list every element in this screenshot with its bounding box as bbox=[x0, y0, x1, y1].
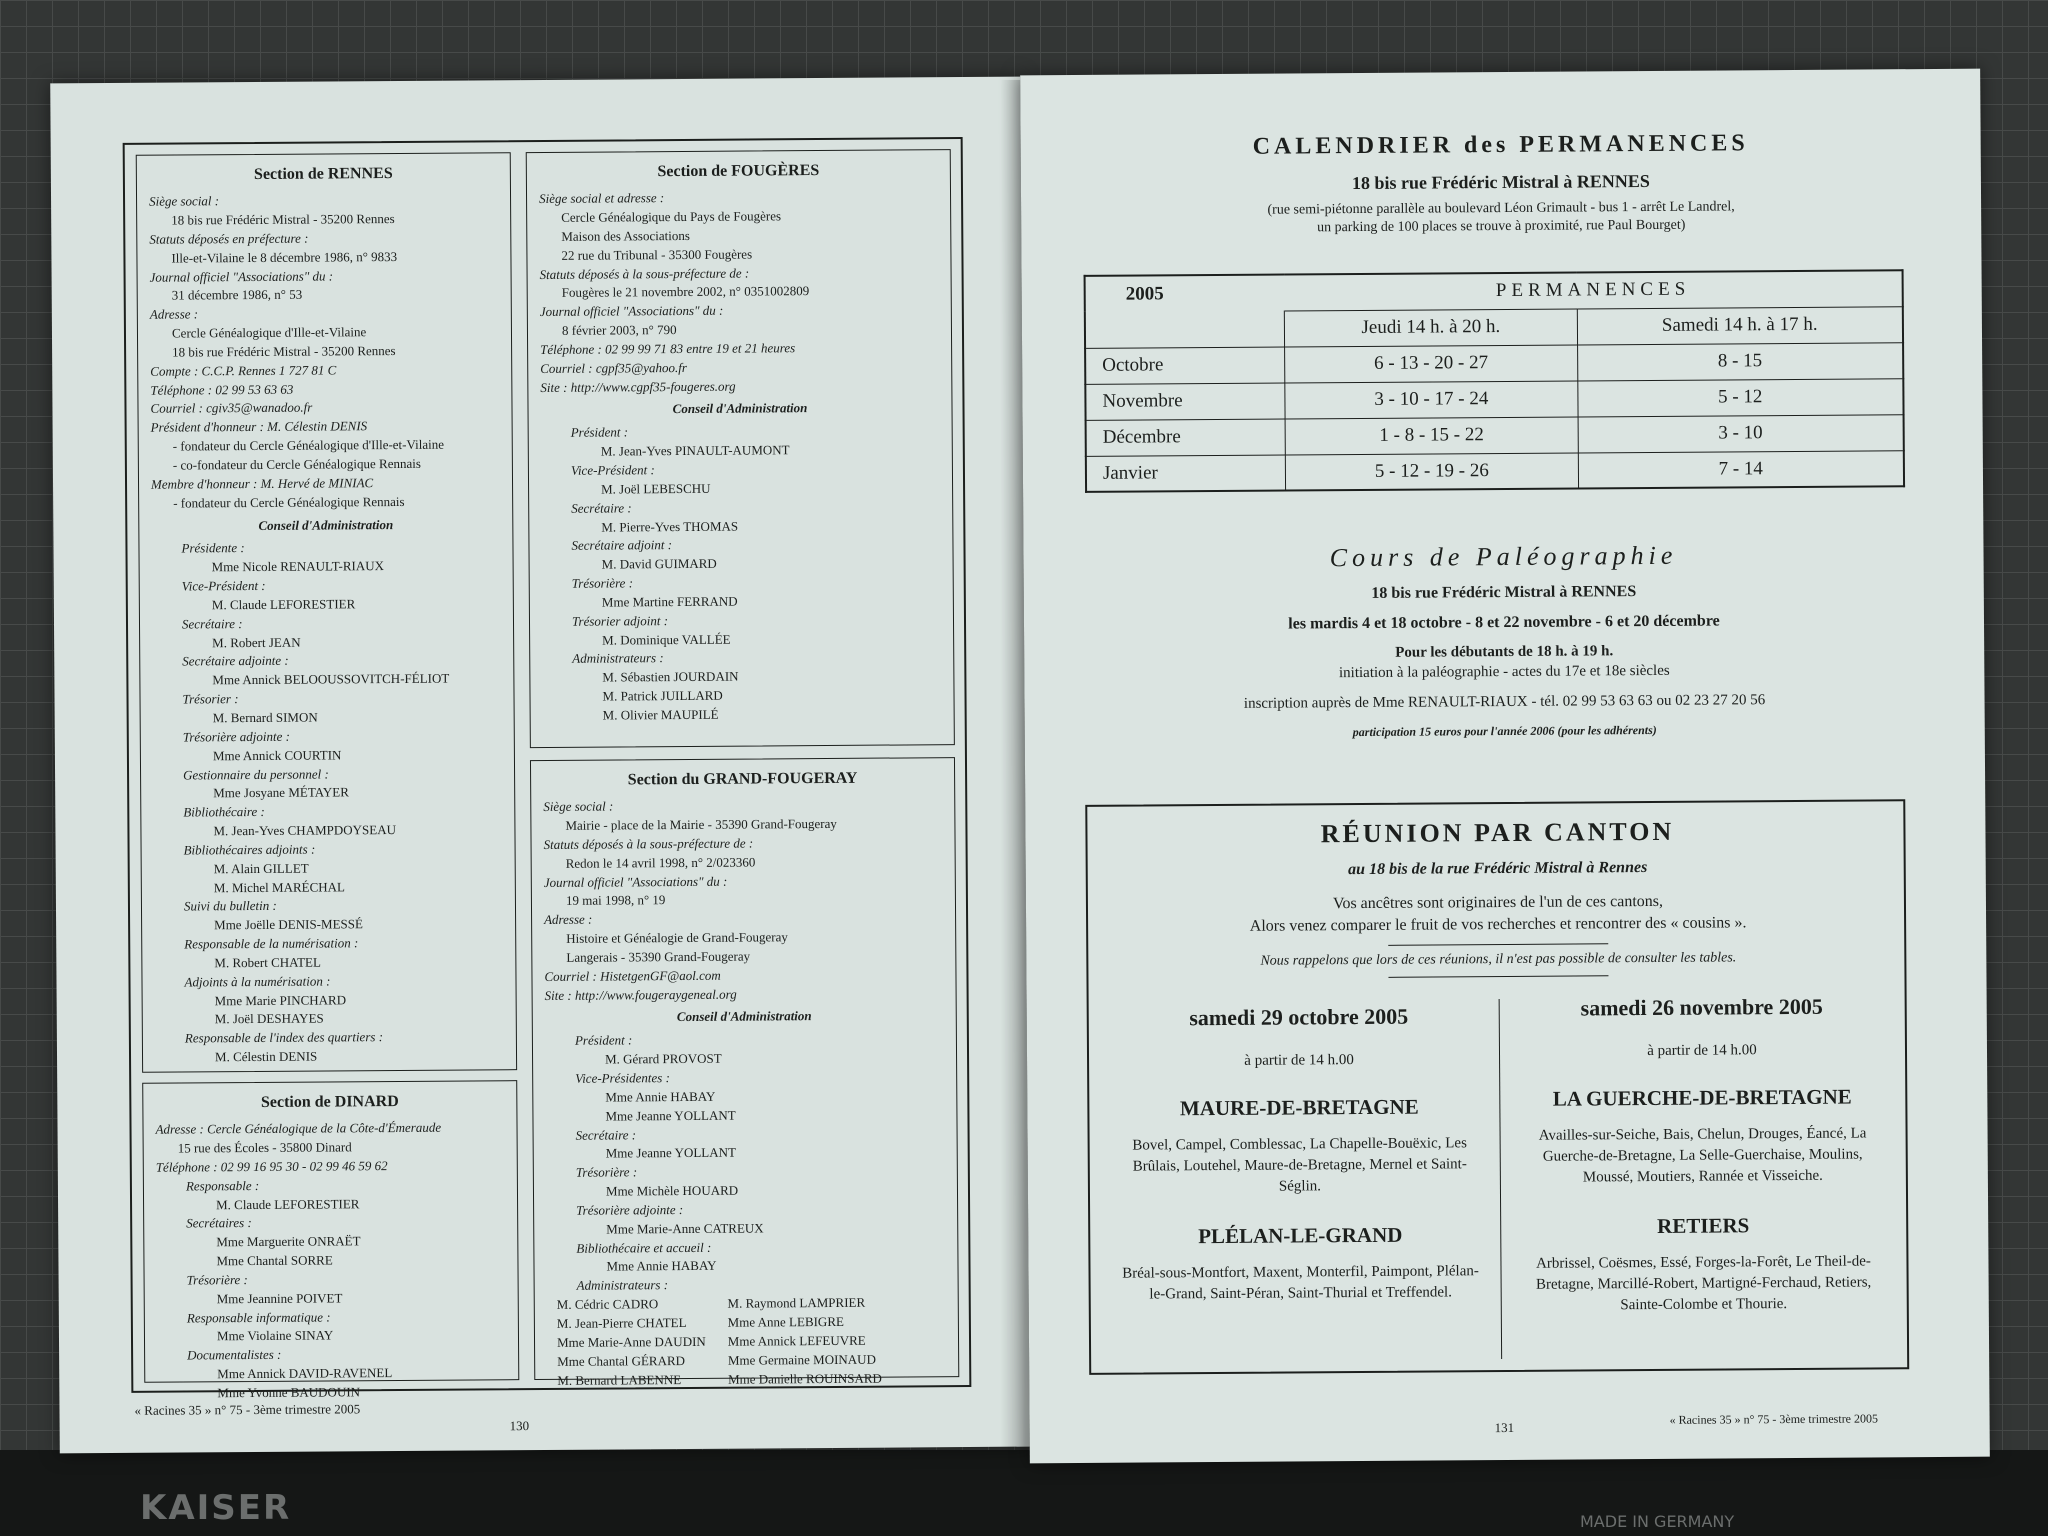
field-value: Mme Martine FERRAND bbox=[601, 593, 738, 610]
calendar-title: CALENDRIER des PERMANENCES bbox=[1252, 130, 1749, 160]
table-header: PERMANENCES bbox=[1284, 270, 1903, 310]
field-value: Mme Josyane MÉTAYER bbox=[213, 784, 349, 801]
admin-name: Mme Germaine MOINAUD bbox=[727, 1351, 876, 1368]
month-cell: Janvier bbox=[1086, 455, 1286, 492]
section-title: Section de FOUGÈRES bbox=[657, 162, 820, 181]
paleo-initiation: initiation à la paléographie - actes du 17e et 18e siècles bbox=[1338, 662, 1670, 682]
table-header-row bbox=[1085, 270, 1903, 312]
field-label: Bibliothécaire : bbox=[183, 804, 265, 820]
table-row bbox=[1086, 414, 1904, 456]
field-label: Téléphone : 02 99 53 63 63 bbox=[150, 381, 294, 398]
jeudi-cell: 6 - 13 - 20 - 27 bbox=[1285, 344, 1578, 382]
field-value: Mme Nicole RENAULT-RIAUX bbox=[211, 558, 385, 575]
section-title: Section du GRAND-FOUGERAY bbox=[627, 769, 858, 789]
field-label: Téléphone : 02 99 16 95 30 - 02 99 46 59 62 bbox=[155, 1157, 388, 1175]
field-label: Journal officiel "Associations" du : bbox=[149, 267, 334, 285]
canton-communes: Bréal-sous-Montfort, Maxent, Monterfil, Paimpont, Plélan-le-Grand, Saint-Péran, Saint-Thurial et Treffendel. bbox=[1122, 1263, 1479, 1303]
field-value: M. Jean-Yves CHAMPDOYSEAU bbox=[213, 822, 397, 839]
jeudi-cell: 1 - 8 - 15 - 22 bbox=[1285, 416, 1578, 454]
field-value: M. David GUIMARD bbox=[601, 555, 717, 572]
field-label: Trésorière adjointe : bbox=[182, 728, 290, 745]
field-value: M. Michel MARÉCHAL bbox=[213, 878, 345, 895]
reunion-october bbox=[1104, 999, 1496, 1306]
field-value: Mairie - place de la Mairie - 35390 Grand-Fougeray bbox=[565, 815, 837, 833]
paleo-inscription: inscription auprès de Mme RENAULT-RIAUX - tél. 02 99 53 63 63 ou 02 23 27 20 56 bbox=[1243, 692, 1766, 712]
field-value: Mme Annie HABAY bbox=[606, 1258, 717, 1274]
admin-name: Mme Annick LEFEUVRE bbox=[727, 1332, 866, 1349]
canton-name: LA GUERCHE-DE-BRETAGNE bbox=[1552, 1084, 1852, 1111]
brand-label: KAISER bbox=[140, 1488, 292, 1528]
field-value: M. Robert CHATEL bbox=[214, 954, 321, 971]
council-heading: Conseil d'Administration bbox=[672, 400, 808, 417]
field-value: 19 mai 1998, n° 19 bbox=[565, 892, 666, 909]
admin-name: Mme Anne LEBIGRE bbox=[727, 1313, 844, 1330]
footer-ref: « Racines 35 » n° 75 - 3ème trimestre 2005 bbox=[1669, 1411, 1879, 1427]
field-label: Courriel : HistetgenGF@aol.com bbox=[544, 967, 721, 984]
field-label: Journal officiel "Associations" du : bbox=[543, 873, 728, 890]
canton-communes: Arbrissel, Coësmes, Essé, Forges-la-Forêt, Le Theil-de-Bretagne, Marcillé-Robert, Martigné-Ferchaud, Retiers, Sainte-Colombe et Thourie. bbox=[1535, 1253, 1872, 1314]
admin-name: Mme Marie-Anne DAUDIN bbox=[556, 1333, 706, 1350]
field-value: 22 rue du Tribunal - 35300 Fougères bbox=[561, 246, 753, 263]
canton-communes: Availles-sur-Seiche, Bais, Chelun, Drouges, Éancé, La Guerche-de-Bretagne, La Selle-Guerchaise, Moulins, Moussé, Moutiers, Rannée et Visseiche. bbox=[1538, 1125, 1867, 1186]
field-label: Suivi du bulletin : bbox=[183, 898, 277, 914]
admin-name: M. Cédric CADRO bbox=[556, 1296, 659, 1313]
reunion-text: Vos ancêtres sont originaires de l'un de ces cantons, bbox=[1332, 892, 1664, 913]
mat-edge bbox=[0, 1450, 2048, 1536]
field-value: Maison des Associations bbox=[561, 227, 690, 244]
field-label: Président : bbox=[574, 1032, 633, 1049]
col-jeudi: Jeudi 14 h. à 20 h. bbox=[1285, 308, 1578, 346]
field-value: - fondateur du Cercle Généalogique Rennais bbox=[173, 493, 405, 511]
field-label: Adjoints à la numérisation : bbox=[184, 973, 331, 990]
field-value: Mme Yvonne BAUDOUIN bbox=[217, 1384, 361, 1401]
field-label: Siège social et adresse : bbox=[538, 190, 665, 207]
left-page bbox=[50, 77, 1030, 1454]
reunion-date: samedi 26 novembre 2005 bbox=[1580, 993, 1823, 1021]
field-value: Mme Annie HABAY bbox=[605, 1088, 716, 1105]
field-value: M. Bernard SIMON bbox=[212, 709, 318, 726]
field-label: Secrétaire : bbox=[571, 500, 632, 516]
field-label: Site : http://www.cgpf35-fougeres.org bbox=[540, 378, 736, 395]
field-value: Mme Annick BELOOUSSOVITCH-FÉLIOT bbox=[212, 670, 450, 688]
reunion-box bbox=[1085, 799, 1909, 1375]
canton-name: PLÉLAN-LE-GRAND bbox=[1198, 1222, 1403, 1249]
field-label: Vice-Présidentes : bbox=[575, 1070, 670, 1086]
field-label: Trésorière : bbox=[186, 1271, 248, 1288]
paleo-hours: Pour les débutants de 18 h. à 19 h. bbox=[1395, 643, 1614, 661]
field-label: Responsable de l'index des quartiers : bbox=[184, 1029, 384, 1046]
field-label: Statuts déposés en préfecture : bbox=[149, 230, 309, 247]
field-label: Téléphone : 02 99 99 71 83 entre 19 et 21 heures bbox=[540, 340, 796, 357]
field-label: Secrétaire : bbox=[575, 1126, 637, 1143]
field-label: Président d'honneur : M. Célestin DENIS bbox=[150, 418, 368, 436]
field-value: M. Alain GILLET bbox=[213, 860, 309, 876]
field-label: Siège social : bbox=[543, 798, 614, 815]
footer-ref: « Racines 35 » n° 75 - 3ème trimestre 2005 bbox=[134, 1401, 361, 1418]
page-number: 131 bbox=[1494, 1419, 1515, 1436]
column-divider bbox=[1499, 999, 1503, 1359]
field-label: Vice-Président : bbox=[570, 462, 655, 478]
table-subheader-row bbox=[1085, 306, 1903, 348]
reunion-text: Alors venez comparer le fruit de vos recherches et rencontrer des « cousins ». bbox=[1249, 914, 1747, 935]
field-value: Mme Marie PINCHARD bbox=[214, 991, 347, 1008]
paleo-participation: participation 15 euros pour l'année 2006 (pour les adhérents) bbox=[1352, 722, 1657, 740]
canton-name: RETIERS bbox=[1657, 1213, 1750, 1238]
section-body bbox=[149, 190, 504, 1067]
col-samedi: Samedi 14 h. à 17 h. bbox=[1577, 306, 1903, 344]
section-title: Section de RENNES bbox=[253, 165, 393, 183]
field-label: Trésorier adjoint : bbox=[571, 612, 669, 629]
section-body bbox=[539, 187, 942, 725]
calendar-note bbox=[1081, 197, 1921, 239]
table-row bbox=[1085, 378, 1903, 420]
field-label: Gestionnaire du personnel : bbox=[183, 765, 329, 782]
admin-name: Mme Danielle ROUINSARD bbox=[727, 1370, 882, 1387]
field-value: - fondateur du Cercle Généalogique d'Ille-et-Vilaine bbox=[172, 436, 445, 454]
field-label: Adresse : Cercle Généalogique de la Côte-d'Émeraude bbox=[155, 1119, 442, 1137]
council-heading: Conseil d'Administration bbox=[676, 1008, 812, 1025]
field-label: Responsable de la numérisation : bbox=[184, 935, 359, 952]
samedi-cell: 5 - 12 bbox=[1577, 378, 1903, 416]
field-label: Adresse : bbox=[544, 911, 593, 928]
section-rennes bbox=[136, 152, 517, 1073]
samedi-cell: 3 - 10 bbox=[1578, 414, 1904, 452]
table-row bbox=[1086, 450, 1904, 492]
field-label: Trésorière adjointe : bbox=[576, 1201, 684, 1218]
field-label: Adresse : bbox=[149, 306, 199, 322]
field-value: M. Claude LEFORESTIER bbox=[216, 1195, 360, 1212]
field-label: Vice-Président : bbox=[181, 577, 266, 594]
field-label: Siège social : bbox=[149, 193, 220, 209]
field-value: 18 bis rue Frédéric Mistral - 35200 Rennes bbox=[171, 211, 395, 228]
section-dinard bbox=[142, 1080, 519, 1401]
section-body bbox=[155, 1118, 506, 1403]
table-corner bbox=[1085, 311, 1285, 348]
field-value: M. Olivier MAUPILÉ bbox=[602, 706, 719, 723]
field-label: Compte : C.C.P. Rennes 1 727 81 C bbox=[150, 362, 337, 379]
field-value: M. Jean-Yves PINAULT-AUMONT bbox=[600, 442, 790, 459]
field-label: Président : bbox=[570, 424, 629, 441]
field-value: Mme Jeanne YOLLANT bbox=[605, 1107, 736, 1124]
field-label: Responsable informatique : bbox=[186, 1309, 331, 1326]
reunion-date: samedi 29 octobre 2005 bbox=[1189, 1003, 1409, 1031]
field-value: Cercle Généalogique du Pays de Fougères bbox=[561, 208, 782, 225]
canton-name: MAURE-DE-BRETAGNE bbox=[1179, 1094, 1419, 1121]
month-cell: Octobre bbox=[1085, 347, 1285, 384]
field-label: Trésorière : bbox=[575, 1164, 638, 1180]
field-label: Bibliothécaires adjoints : bbox=[183, 841, 316, 858]
field-label: Journal officiel "Associations" du : bbox=[539, 302, 724, 320]
field-label: Site : http://www.fougeraygeneal.org bbox=[544, 986, 737, 1003]
field-value: Cercle Généalogique d'Ille-et-Vilaine bbox=[171, 324, 367, 341]
reunion-title: RÉUNION PAR CANTON bbox=[1320, 816, 1675, 849]
admins-columns bbox=[547, 1293, 947, 1390]
paleo-address: 18 bis rue Frédéric Mistral à RENNES bbox=[1371, 583, 1637, 602]
field-value: 15 rue des Écoles - 35800 Dinard bbox=[177, 1139, 352, 1156]
field-value: Histoire et Généalogie de Grand-Fougeray bbox=[566, 929, 788, 946]
section-body bbox=[543, 795, 945, 1296]
field-value: M. Pierre-Yves THOMAS bbox=[601, 518, 739, 535]
field-label: Bibliothécaire et accueil : bbox=[576, 1239, 712, 1256]
paleo-dates: les mardis 4 et 18 octobre - 8 et 22 novembre - 6 et 20 décembre bbox=[1288, 612, 1720, 633]
admins-left bbox=[557, 1295, 706, 1390]
field-value: Redon le 14 avril 1998, n° 2/023360 bbox=[565, 854, 756, 871]
field-value: M. Célestin DENIS bbox=[214, 1048, 318, 1065]
permanences-table bbox=[1084, 269, 1906, 493]
field-value: M. Joël DESHAYES bbox=[214, 1010, 324, 1027]
jeudi-cell: 5 - 12 - 19 - 26 bbox=[1286, 452, 1579, 490]
field-label: Membre d'honneur : M. Hervé de MINIAC bbox=[150, 475, 374, 492]
field-value: M. Patrick JUILLARD bbox=[602, 687, 723, 704]
field-label: Courriel : cgiv35@wanadoo.fr bbox=[150, 400, 313, 417]
admin-name: Mme Chantal GÉRARD bbox=[557, 1352, 686, 1369]
table-row bbox=[1085, 342, 1903, 384]
reunion-time: à partir de 14 h.00 bbox=[1647, 1042, 1757, 1060]
calendar-note-line: un parking de 100 places se trouve à proximité, rue Paul Bourget) bbox=[1317, 217, 1686, 236]
field-value: Mme Michèle HOUARD bbox=[605, 1182, 739, 1199]
samedi-cell: 7 - 14 bbox=[1578, 450, 1904, 488]
field-value: M. Robert JEAN bbox=[212, 634, 301, 650]
field-value: Mme Chantal SORRE bbox=[216, 1252, 333, 1269]
field-label: Secrétaire adjointe : bbox=[182, 653, 289, 669]
field-value: M. Sébastien JOURDAIN bbox=[602, 668, 739, 685]
field-label: Administrateurs : bbox=[576, 1277, 669, 1294]
canton-communes: Bovel, Campel, Comblessac, La Chapelle-Bouëxic, Les Brûlais, Loutehel, Maure-de-Bretagne, Mernel et Saint-Séglin. bbox=[1132, 1135, 1467, 1195]
section-fougeres bbox=[526, 149, 955, 748]
field-value: Mme Annick DAVID-RAVENEL bbox=[217, 1365, 393, 1382]
right-page bbox=[1020, 69, 1990, 1464]
field-value: 18 bis rue Frédéric Mistral - 35200 Rennes bbox=[172, 342, 396, 360]
field-value: M. Gérard PROVOST bbox=[605, 1050, 722, 1067]
field-value: - co-fondateur du Cercle Généalogique Rennais bbox=[172, 455, 421, 473]
paleo-title: Cours de Paléographie bbox=[1329, 540, 1678, 573]
admins-right bbox=[727, 1294, 881, 1389]
field-label: Statuts déposés à la sous-préfecture de : bbox=[543, 835, 754, 852]
council-heading: Conseil d'Administration bbox=[258, 516, 394, 533]
divider bbox=[1388, 943, 1608, 946]
field-value: Fougères le 21 novembre 2002, n° 0351002809 bbox=[561, 283, 810, 301]
made-in-label: MADE IN GERMANY bbox=[1580, 1512, 1735, 1531]
divider bbox=[1388, 975, 1608, 978]
field-label: Administrateurs : bbox=[572, 650, 664, 667]
section-grand-fougeray bbox=[530, 757, 959, 1388]
field-value: M. Joël LEBESCHU bbox=[601, 480, 711, 497]
jeudi-cell: 3 - 10 - 17 - 24 bbox=[1285, 380, 1578, 418]
section-title: Section de DINARD bbox=[260, 1092, 399, 1111]
admin-name: M. Jean-Pierre CHATEL bbox=[556, 1314, 687, 1331]
field-label: Secrétaire : bbox=[181, 615, 243, 632]
reunion-november bbox=[1507, 989, 1899, 1317]
field-value: M. Dominique VALLÉE bbox=[602, 631, 731, 648]
field-value: Mme Marie-Anne CATREUX bbox=[606, 1220, 764, 1237]
reunion-subtitle: au 18 bis de la rue Frédéric Mistral à Rennes bbox=[1348, 859, 1648, 879]
month-cell: Décembre bbox=[1086, 419, 1286, 456]
field-label: Courriel : cgpf35@yahoo.fr bbox=[540, 359, 687, 376]
field-label: Responsable : bbox=[185, 1177, 260, 1194]
admin-name: M. Raymond LAMPRIER bbox=[727, 1294, 866, 1311]
field-value: Langerais - 35390 Grand-Fougeray bbox=[566, 948, 751, 965]
field-label: Secrétaires : bbox=[186, 1215, 252, 1231]
reunion-time: à partir de 14 h.00 bbox=[1244, 1052, 1354, 1069]
field-label: Documentalistes : bbox=[187, 1347, 282, 1363]
field-value: Mme Joëlle DENIS-MESSÉ bbox=[214, 916, 363, 933]
field-value: Ille-et-Vilaine le 8 décembre 1986, n° 9833 bbox=[171, 248, 398, 266]
month-cell: Novembre bbox=[1085, 383, 1285, 420]
table-year: 2005 bbox=[1085, 275, 1285, 312]
field-label: Trésorier : bbox=[182, 691, 239, 707]
field-value: Mme Annick COURTIN bbox=[212, 747, 342, 763]
reunion-notice: Nous rappelons que lors de ces réunions, il n'est pas possible de consulter les tables. bbox=[1260, 950, 1737, 969]
field-label: Statuts déposés à la sous-préfecture de : bbox=[539, 265, 750, 282]
field-value: M. Claude LEFORESTIER bbox=[211, 596, 356, 613]
field-value: Mme Jeanne YOLLANT bbox=[605, 1145, 736, 1161]
samedi-cell: 8 - 15 bbox=[1577, 342, 1903, 380]
page-number: 130 bbox=[509, 1418, 530, 1434]
field-value: 31 décembre 1986, n° 53 bbox=[171, 287, 303, 303]
admin-name: M. Bernard LABENNE bbox=[557, 1371, 682, 1388]
field-label: Présidente : bbox=[181, 540, 245, 556]
calendar-note-line: (rue semi-piétonne parallèle au boulevard Léon Grimault - bus 1 - arrêt Le Landrel, bbox=[1267, 199, 1735, 218]
field-label: Trésorière : bbox=[571, 575, 634, 591]
field-value: Mme Jeannine POIVET bbox=[216, 1290, 343, 1307]
calendar-address: 18 bis rue Frédéric Mistral à RENNES bbox=[1351, 170, 1650, 194]
field-value: Mme Marguerite ONRAËT bbox=[216, 1233, 361, 1250]
table-body bbox=[1085, 342, 1904, 492]
field-value: 8 février 2003, n° 790 bbox=[561, 322, 677, 338]
field-label: Secrétaire adjoint : bbox=[571, 537, 673, 554]
field-value: Mme Violaine SINAY bbox=[216, 1327, 334, 1344]
